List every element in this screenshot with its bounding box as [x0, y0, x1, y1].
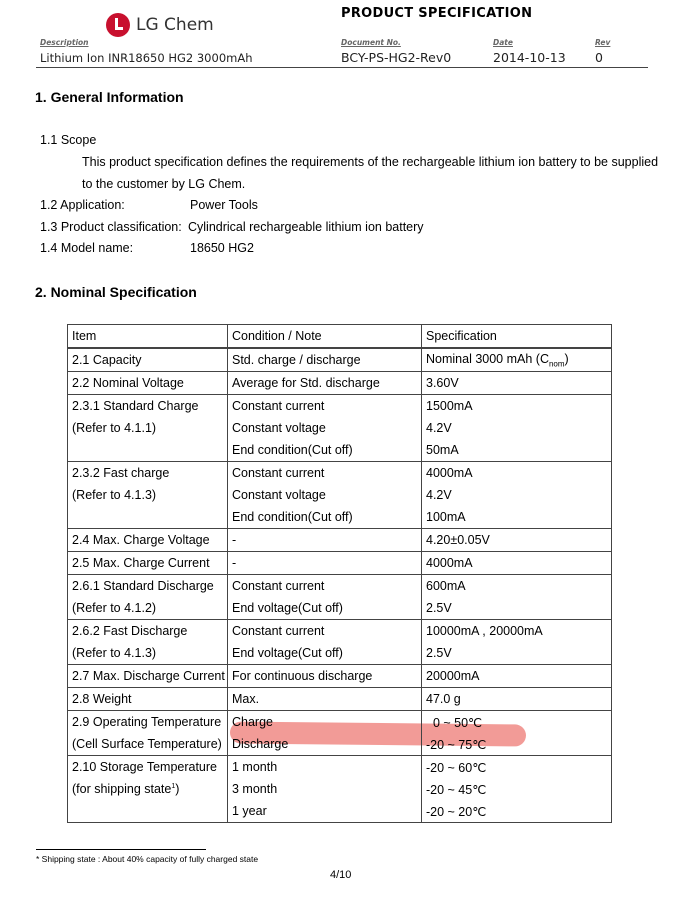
table-row [68, 665, 612, 688]
item-cell [68, 800, 228, 823]
table-header-row [68, 325, 612, 349]
spec-cell: -20 ~ 20℃ [422, 800, 612, 823]
spec-cell: 4000mA [422, 462, 612, 485]
spec-cell: 2.5V [422, 597, 612, 620]
table-row [68, 462, 612, 485]
condition-cell: Charge [228, 711, 422, 734]
spec-cell: 50mA [422, 439, 612, 462]
spec-cell: -20 ~ 75℃ [422, 733, 612, 756]
item-cell: 2.10 Storage Temperature [68, 756, 228, 779]
table-row [68, 417, 612, 439]
table-row [68, 506, 612, 529]
page-number: 4/10 [330, 869, 352, 881]
table-row [68, 552, 612, 575]
item-cell: 2.6.2 Fast Discharge [68, 620, 228, 643]
table-row [68, 642, 612, 665]
spec-cell: 20000mA [422, 665, 612, 688]
condition-cell: Constant voltage [228, 484, 422, 506]
spec-cell: 10000mA , 20000mA [422, 620, 612, 643]
header-condition: Condition / Note [228, 325, 422, 349]
application-label: 1.2 Application: [40, 198, 125, 212]
item-cell: (for shipping state$^1$) [68, 778, 228, 800]
table-row [68, 688, 612, 711]
table-row [68, 348, 612, 372]
item-cell: (Refer to 4.1.1) [68, 417, 228, 439]
item-cell: 2.6.1 Standard Discharge [68, 575, 228, 598]
scope-text-line2: to the customer by LG Chem. [82, 177, 246, 191]
table-row [68, 756, 612, 779]
classification-label: 1.3 Product classification: [40, 220, 182, 234]
section-nominal-heading: 2. Nominal Specification [35, 284, 197, 300]
item-cell: 2.8 Weight [68, 688, 228, 711]
spec-cell: 100mA [422, 506, 612, 529]
condition-cell: End condition(Cut off) [228, 439, 422, 462]
condition-cell: - [228, 552, 422, 575]
condition-cell: 1 month [228, 756, 422, 779]
brand-logo [106, 12, 214, 38]
scope-text-line1: This product specification defines the requirements of the rechargeable lithium ion battery to be supplied [82, 155, 659, 169]
condition-cell: 3 month [228, 778, 422, 800]
header-divider [36, 67, 648, 68]
docno-label: Document No. [341, 38, 401, 47]
condition-cell: Constant current [228, 395, 422, 418]
spec-cell: 1500mA [422, 395, 612, 418]
condition-cell: 1 year [228, 800, 422, 823]
item-cell: 2.4 Max. Charge Voltage [68, 529, 228, 552]
spec-cell: -20 ~ 60℃ [422, 756, 612, 779]
item-cell: 2.3.2 Fast charge [68, 462, 228, 485]
spec-cell: -20 ~ 45℃ [422, 778, 612, 800]
item-cell: (Refer to 4.1.3) [68, 484, 228, 506]
table-row [68, 372, 612, 395]
spec-cell: 47.0 g [422, 688, 612, 711]
table-row [68, 439, 612, 462]
condition-cell: Constant current [228, 620, 422, 643]
spec-cell: 4.2V [422, 484, 612, 506]
lg-logo-icon [106, 13, 130, 37]
table-row [68, 395, 612, 418]
nominal-subscript: nom [548, 359, 565, 369]
application-value: Power Tools [190, 198, 258, 212]
description-label: Description [40, 38, 89, 47]
table-row [68, 778, 612, 800]
spec-cell: 3.60V [422, 372, 612, 395]
table-row [68, 711, 612, 734]
spec-cell: Nominal 3000 mAh $(C_{nom})$ [422, 348, 612, 372]
table-row [68, 575, 612, 598]
item-cell: 2.2 Nominal Voltage [68, 372, 228, 395]
table-row [68, 733, 612, 756]
docno-value: BCY-PS-HG2-Rev0 [341, 50, 452, 65]
table-row [68, 484, 612, 506]
condition-cell: Discharge [228, 733, 422, 756]
condition-cell: Constant current [228, 462, 422, 485]
condition-cell: For continuous discharge [228, 665, 422, 688]
spec-cell: 2.5V [422, 642, 612, 665]
item-cell: 2.5 Max. Charge Current [68, 552, 228, 575]
spec-cell: 4.2V [422, 417, 612, 439]
table-row [68, 620, 612, 643]
item-cell: 2.7 Max. Discharge Current [68, 665, 228, 688]
condition-cell: Constant voltage [228, 417, 422, 439]
model-value: 18650 HG2 [190, 241, 254, 255]
classification-value: Cylindrical rechargeable lithium ion battery [188, 220, 424, 234]
rev-label: Rev [595, 38, 611, 47]
condition-cell: Average for Std. discharge [228, 372, 422, 395]
date-label: Date [493, 38, 513, 47]
section-general-heading: 1. General Information [35, 89, 184, 105]
footnote-marker: 1 [171, 782, 176, 790]
rev-value: 0 [595, 50, 603, 65]
footnote-divider [36, 849, 206, 850]
spec-cell: 600mA [422, 575, 612, 598]
header-item: Item [68, 325, 228, 349]
date-value: 2014-10-13 [493, 50, 566, 65]
item-cell: (Cell Surface Temperature) [68, 733, 228, 756]
table-row [68, 597, 612, 620]
condition-cell: Std. charge / discharge [228, 348, 422, 372]
spec-cell: 0 ~ 50℃ [422, 711, 612, 734]
scope-label: 1.1 Scope [40, 133, 97, 147]
description-value: Lithium Ion INR18650 HG2 3000mAh [40, 51, 253, 65]
table-row [68, 800, 612, 823]
table-row [68, 529, 612, 552]
item-cell [68, 506, 228, 529]
item-cell: (Refer to 4.1.3) [68, 642, 228, 665]
item-cell: 2.3.1 Standard Charge [68, 395, 228, 418]
spec-cell: 4000mA [422, 552, 612, 575]
nominal-spec-table [67, 324, 612, 823]
document-title: PRODUCT SPECIFICATION [341, 6, 533, 21]
condition-cell: End voltage(Cut off) [228, 642, 422, 665]
item-cell: 2.9 Operating Temperature [68, 711, 228, 734]
spec-cell: 4.20±0.05V [422, 529, 612, 552]
condition-cell: End condition(Cut off) [228, 506, 422, 529]
condition-cell: Constant current [228, 575, 422, 598]
condition-cell: Max. [228, 688, 422, 711]
condition-cell: - [228, 529, 422, 552]
header-specification: Specification [422, 325, 612, 349]
item-cell: 2.1 Capacity [68, 348, 228, 372]
item-cell [68, 439, 228, 462]
footnote-text: * Shipping state : About 40% capacity of fully charged state [36, 854, 259, 864]
model-label: 1.4 Model name: [40, 241, 134, 255]
brand-name: LG Chem [136, 15, 214, 35]
item-cell: (Refer to 4.1.2) [68, 597, 228, 620]
condition-cell: End voltage(Cut off) [228, 597, 422, 620]
